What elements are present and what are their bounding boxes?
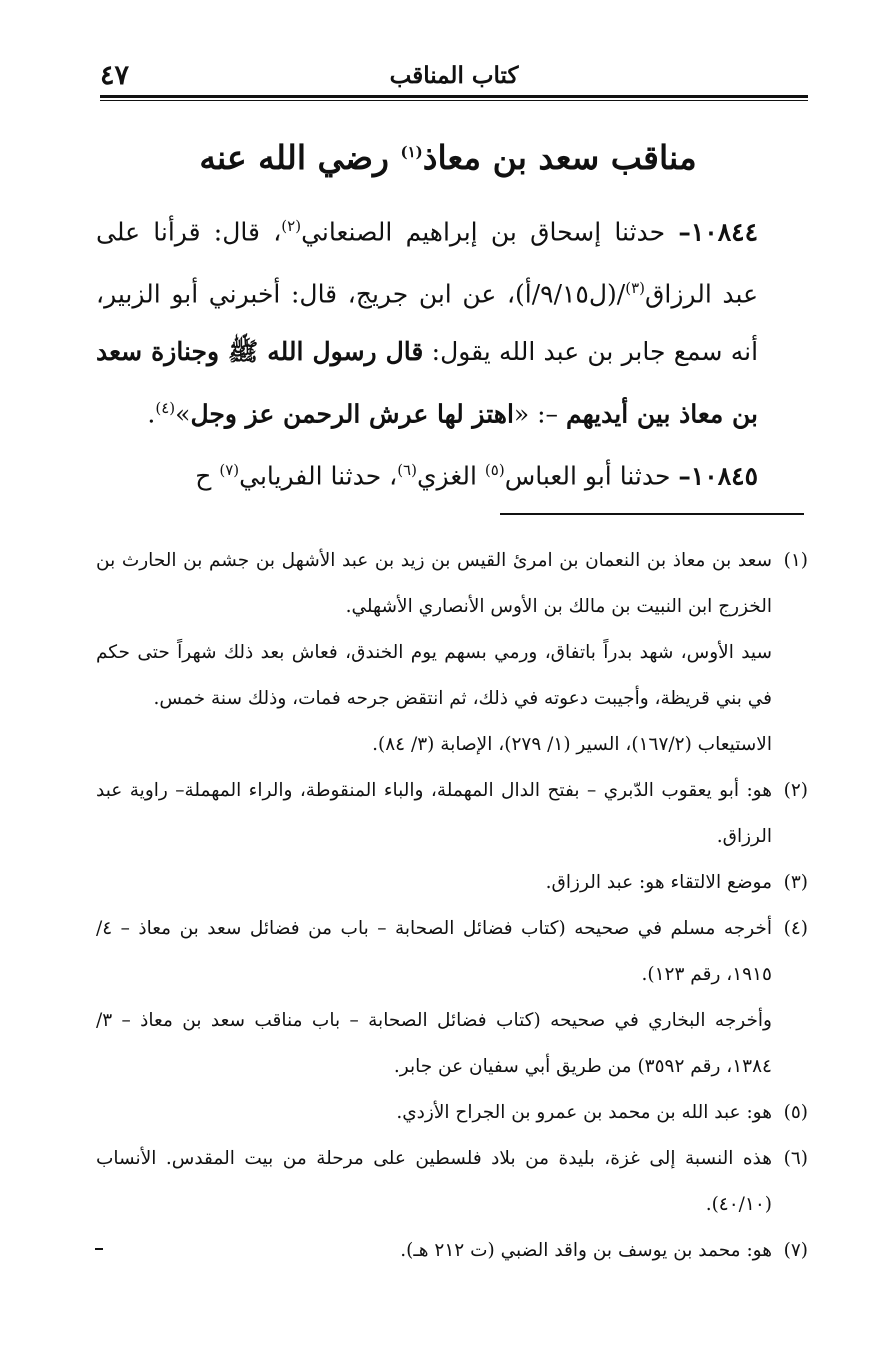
footnote-2 bbox=[96, 768, 808, 860]
hadith-10844 bbox=[96, 198, 808, 442]
footnote-ref: (٥) bbox=[484, 460, 505, 479]
hadith-number: ١٠٨٤٤– bbox=[678, 217, 758, 247]
page-end-mark bbox=[95, 1248, 103, 1250]
hadith-text: الغزي bbox=[416, 461, 485, 491]
header-title: كتاب المناقب bbox=[389, 62, 519, 89]
footnote-number: (٤) bbox=[783, 918, 808, 939]
heading-footnote-ref: (١) bbox=[400, 143, 423, 161]
footnote-text: هو: عبد الله بن محمد بن عمرو بن الجراح الأزدي. bbox=[396, 1102, 772, 1123]
section-heading bbox=[80, 138, 816, 177]
hadith-text: –: « bbox=[513, 398, 567, 428]
hadith-matn: قال رسول الله ﷺ وجنازة سعد بن معاذ بين أيديهم bbox=[96, 336, 758, 428]
footnote-text: سيد الأوس، شهد بدراً باتفاق، ورمي بسهم يوم الخندق، فعاش بعد ذلك شهراً حتى حكم في بني قريظة، وأجيبت دعوته في ذلك، ثم انتقض جرحه فمات، وذلك سنة خمس. bbox=[96, 642, 772, 709]
hadith-text: . bbox=[147, 398, 156, 428]
heading-tail: رضي الله عنه bbox=[199, 138, 389, 177]
hadith-number: ١٠٨٤٥– bbox=[678, 461, 758, 491]
footnote-ref: (٦) bbox=[397, 460, 417, 479]
footnote-text: موضع الالتقاء هو: عبد الرزاق. bbox=[545, 872, 772, 893]
footnote-6 bbox=[96, 1136, 808, 1228]
footnote-text: هو: محمد بن يوسف بن واقد الضبي (ت ٢١٢ هـ). bbox=[400, 1240, 772, 1261]
footnote-3 bbox=[96, 860, 808, 906]
hadith-text: » bbox=[175, 398, 191, 428]
running-header bbox=[100, 60, 808, 94]
footnote-number: (٦) bbox=[783, 1148, 808, 1169]
main-text bbox=[96, 198, 808, 504]
footnote-1 bbox=[96, 538, 808, 768]
footnote-text: هذه النسبة إلى غزة، بليدة من بلاد فلسطين على مرحلة من بيت المقدس. الأنساب (٤٠/١٠). bbox=[96, 1148, 772, 1215]
header-rule-thick bbox=[100, 95, 808, 98]
footnote-text: هو: أبو يعقوب الدّبري – بفتح الدال المهملة، والباء المنقوطة، والراء المهملة– راوية عبد الرزاق. bbox=[96, 780, 772, 847]
footnote-7 bbox=[96, 1228, 808, 1274]
footnote-number: (١) bbox=[783, 550, 808, 571]
hadith-text: ، قال: قرأنا على عبد الرزاق bbox=[96, 217, 758, 309]
footnote-text: وأخرجه البخاري في صحيحه (كتاب فضائل الصحابة – باب مناقب سعد بن معاذ – ٣/ ١٣٨٤، رقم ٣٥٩٢) من طريق أبي سفيان عن جابر. bbox=[96, 1010, 772, 1077]
footnote-text: أخرجه مسلم في صحيحه (كتاب فضائل الصحابة – باب من فضائل سعد بن معاذ – ٤/ ١٩١٥، رقم ١٢٣). bbox=[96, 918, 772, 985]
hadith-10845 bbox=[96, 442, 808, 504]
hadith-text: حدثنا إسحاق بن إبراهيم الصنعاني bbox=[301, 217, 679, 247]
footnote-number: (٧) bbox=[783, 1240, 808, 1261]
footnote-4 bbox=[96, 906, 808, 1090]
footnote-text: الاستيعاب (١٦٧/٢)، السير (١/ ٢٧٩)، الإصابة (٣/ ٨٤). bbox=[372, 734, 772, 755]
footnote-number: (٢) bbox=[783, 780, 808, 801]
footnote-ref: (٢) bbox=[281, 217, 302, 235]
hadith-text: حدثنا أبو العباس bbox=[504, 461, 679, 491]
footnote-text: سعد بن معاذ بن النعمان بن امرئ القيس بن زيد بن عبد الأشهل بن جشم بن الحارث بن الخزرج ابن النبيت بن مالك بن الأوس الأنصاري الأشهلي. bbox=[96, 550, 772, 617]
footnotes bbox=[96, 538, 808, 1274]
footnote-ref: (٤) bbox=[155, 398, 176, 417]
heading-text: مناقب سعد بن معاذ bbox=[422, 138, 697, 177]
footnote-number: (٥) bbox=[783, 1102, 808, 1123]
hadith-text: ح bbox=[195, 461, 220, 491]
hadith-text: /(ل٩/١٥/أ)، عن ابن جريج، قال: أخبرني أبو الزبير، أنه سمع جابر بن عبد الله يقول: bbox=[96, 279, 759, 366]
header-rule-thin bbox=[100, 100, 808, 101]
footnote-ref: (٧) bbox=[219, 460, 240, 479]
hadith-text: ، حدثنا الفريابي bbox=[239, 461, 398, 491]
hadith-quote: اهتز لها عرش الرحمن عز وجل bbox=[190, 398, 514, 428]
footnote-ref: (٣) bbox=[625, 279, 645, 298]
page-number: ٤٧ bbox=[100, 60, 130, 91]
footnote-separator bbox=[500, 513, 804, 515]
footnote-number: (٣) bbox=[783, 872, 808, 893]
footnote-5 bbox=[96, 1090, 808, 1136]
